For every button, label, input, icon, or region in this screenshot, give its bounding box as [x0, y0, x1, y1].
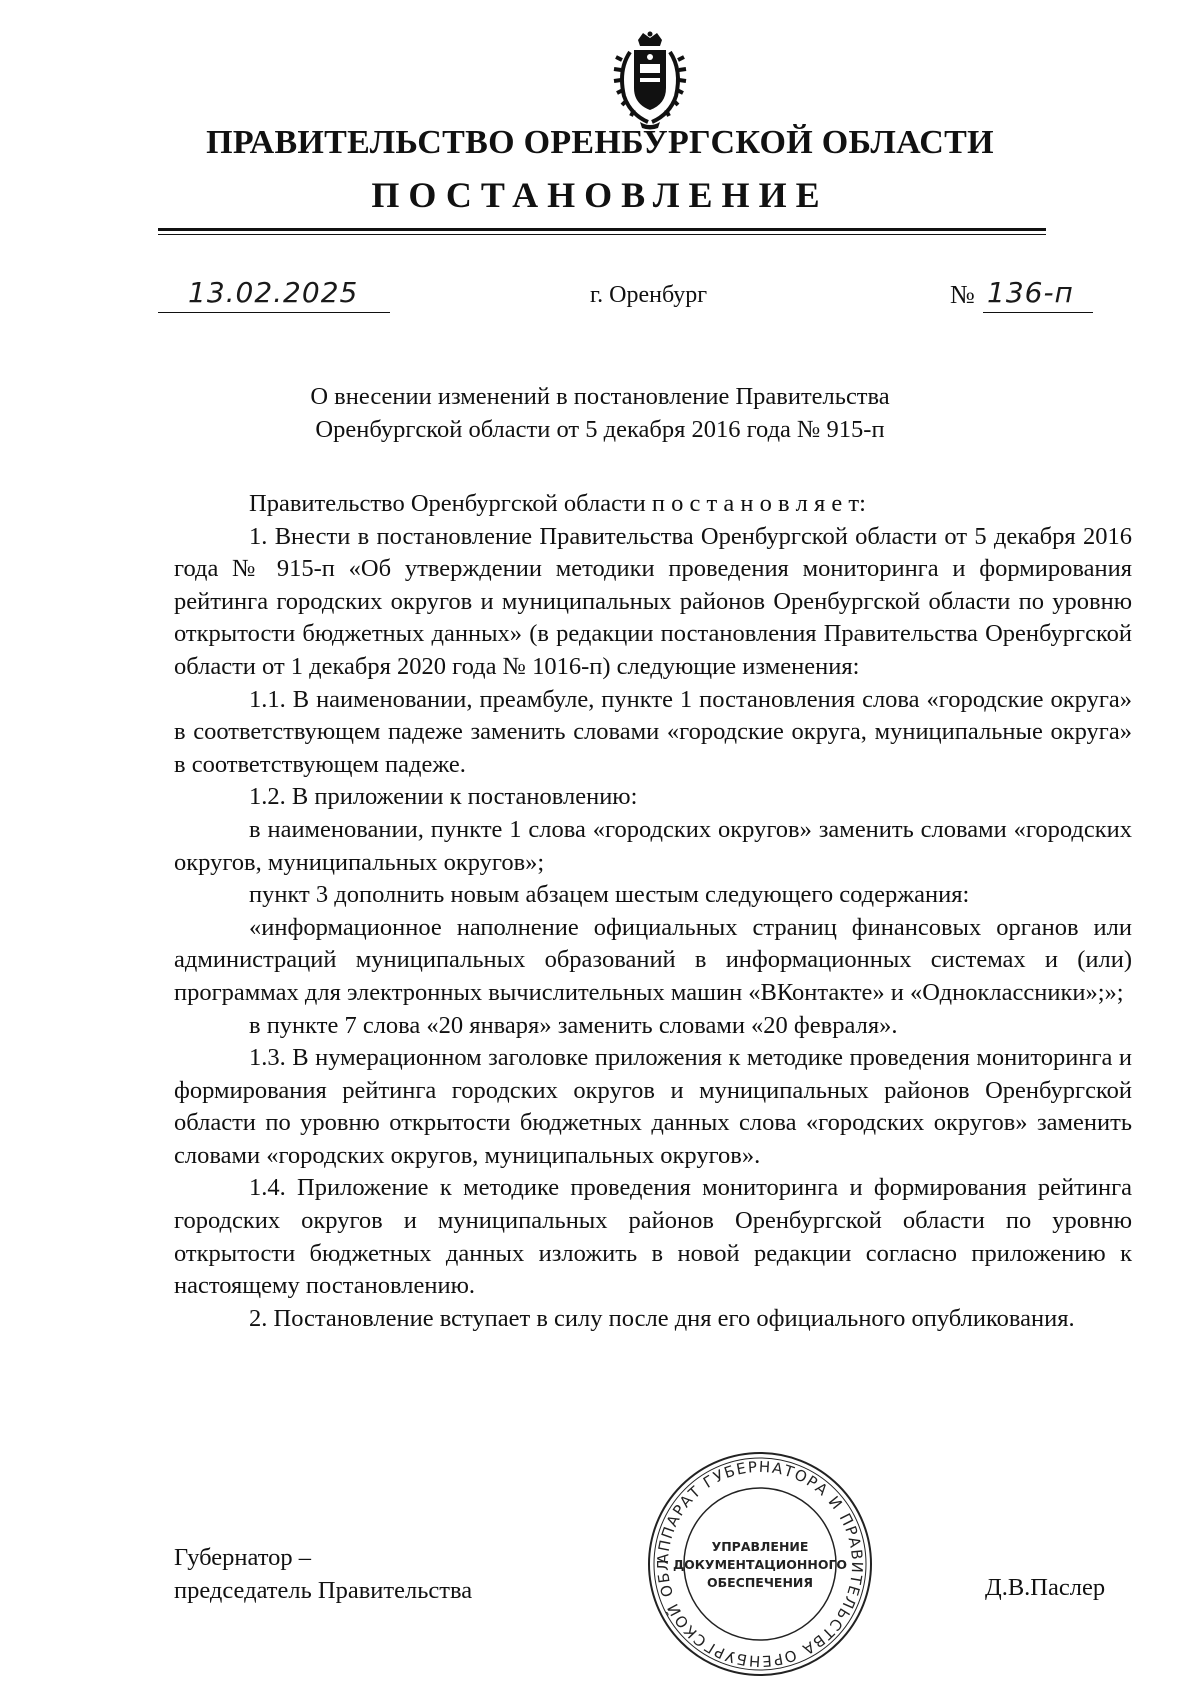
- date-field: [158, 276, 390, 313]
- official-seal-stamp: [645, 1449, 875, 1679]
- body-paragraph: 2. Постановление вступает в силу после дня его официального опубликования.: [249, 1304, 1075, 1332]
- document-subject: [200, 380, 1000, 446]
- body-paragraph: 1.2. В приложении к постановлению:: [249, 783, 638, 811]
- document-type: ПОСТАНОВЛЕНИЕ: [371, 175, 829, 215]
- organization-title: ПРАВИТЕЛЬСТВО ОРЕНБУРГСКОЙ ОБЛАСТИ: [206, 124, 994, 161]
- seal-inner-line: ДОКУМЕНТАЦИОННОГО: [672, 1557, 848, 1572]
- body-paragraph: пункт 3 дополнить новым абзацем шестым следующего содержания:: [249, 881, 970, 909]
- number-field: [983, 276, 1093, 313]
- signer-name: Д.В.Паслер: [985, 1574, 1106, 1601]
- document-body: [174, 488, 1132, 1335]
- body-paragraph: Правительство Оренбургской области п о с т а н о в л я е т:: [249, 490, 866, 517]
- seal-inner-line: ОБЕСПЕЧЕНИЯ: [706, 1575, 814, 1590]
- body-paragraph: в пункте 7 слова «20 января» заменить словами «20 февраля».: [249, 1011, 898, 1039]
- header-divider-thick: [158, 228, 1046, 231]
- seal-inner-line: УПРАВЛЕНИЕ: [711, 1539, 809, 1554]
- body-paragraph: в наименовании, пункте 1 слова «городских округов» заменить словами «городских округов, муниципальных округов»;: [174, 815, 1132, 876]
- body-paragraph: 1.1. В наименовании, преамбуле, пункте 1 постановления слова «городские округа» в соответствующем падеже заменить словами «городские округа, муниципальные округа» в соответствующем падеже.: [174, 685, 1132, 778]
- coat-of-arms-icon: [610, 30, 690, 130]
- subject-line: О внесении изменений в постановление Правительства: [310, 383, 890, 410]
- document-date: 13.02.2025: [188, 276, 359, 309]
- body-paragraph: 1. Внести в постановление Правительства Оренбургской области от 5 декабря 2016 года № 915-п «Об утверждении методики проведения мониторинга и формирования рейтинга городских округов и муниципальных районов Оренбургской области по уровню открытости бюджетных данных» (в редакции постановления Правительства Оренбургской области от 1 декабря 2020 года № 1016-п) следующие изменения:: [174, 522, 1132, 680]
- document-number: 136-п: [987, 276, 1074, 309]
- signer-title: [174, 1541, 472, 1607]
- seal-outer-text: АППАРАТ ГУБЕРНАТОРА И ПРАВИТЕЛЬСТВА ОРЕНБУРГСКОЙ ОБЛ: [653, 1457, 867, 1671]
- signer-title-line: председатель Правительства: [174, 1577, 473, 1604]
- body-paragraph: 1.4. Приложение к методике проведения мониторинга и формирования рейтинга городских округов и муниципальных районов Оренбургской области по уровню открытости бюджетных данных изложить в новой редакции согласно приложению к настоящему постановлению.: [174, 1174, 1132, 1300]
- document-city: г. Оренбург: [590, 282, 708, 308]
- number-sign: №: [950, 280, 975, 309]
- body-paragraph: 1.3. В нумерационном заголовке приложения к методике проведения мониторинга и формирования рейтинга городских округов и муниципальных районов Оренбургской области по уровню открытости бюджетных данных слова «городских округов» заменить словами «городских округов, муниципальных округов».: [174, 1044, 1132, 1169]
- signer-title-line: Губернатор –: [174, 1544, 312, 1571]
- body-paragraph: «информационное наполнение официальных страниц финансовых органов или администраций муниципальных образований в информационных системах и (или) программах для электронных вычислительных машин «ВКонтакте» и «Одноклассники»;»;: [174, 913, 1132, 1006]
- header-divider-thin: [158, 234, 1046, 235]
- subject-line: Оренбургской области от 5 декабря 2016 года № 915-п: [315, 416, 885, 443]
